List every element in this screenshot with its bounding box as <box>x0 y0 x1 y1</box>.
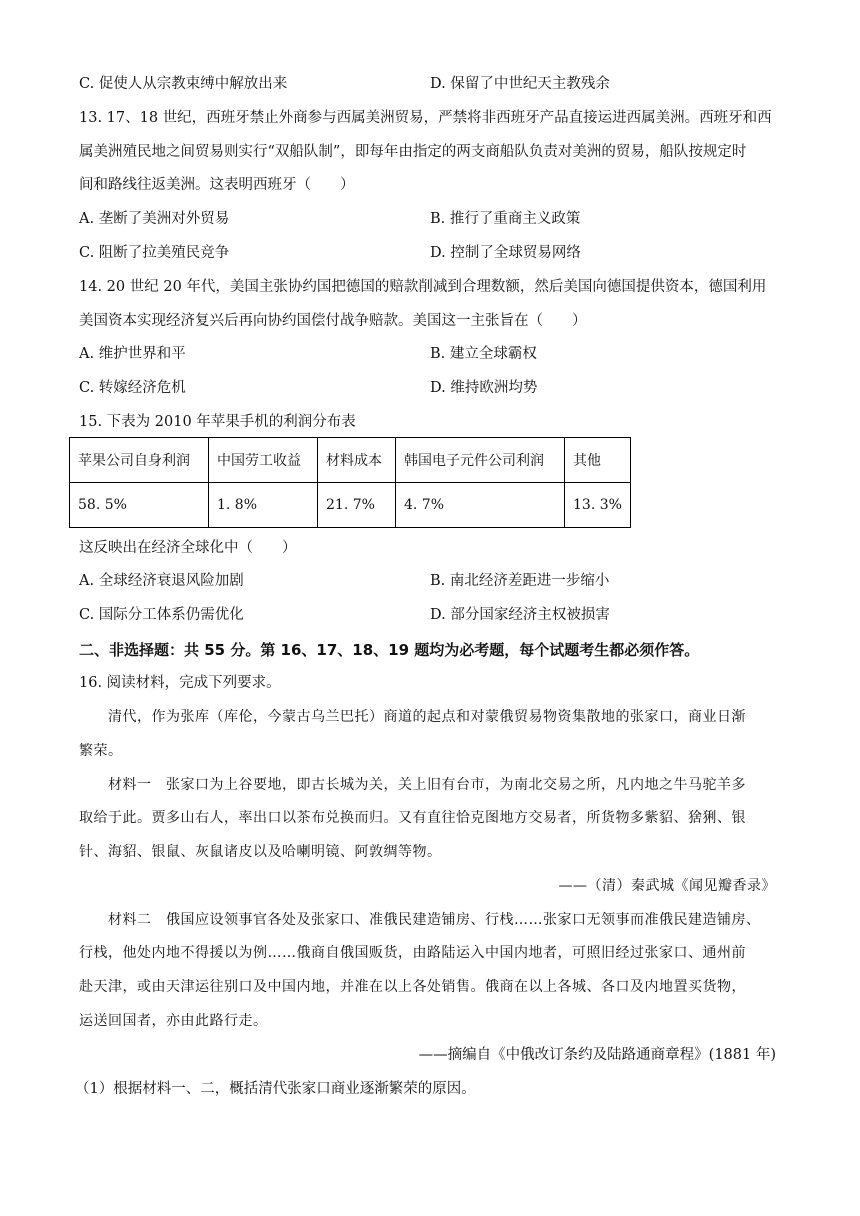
q15-option-a: A. 全球经济衰退风险加剧 <box>79 573 244 589</box>
q14-option-a: A. 维护世界和平 <box>79 346 186 362</box>
table-cell: 4. 7% <box>396 483 565 528</box>
q15-option-d: D. 部分国家经济主权被损害 <box>430 607 610 623</box>
q13-line-3: 间和路线往返美洲。这表明西班牙（ ） <box>79 177 355 193</box>
q14-option-b: B. 建立全球霸权 <box>430 346 537 362</box>
q16-intro-line-2: 繁荣。 <box>79 743 123 759</box>
material-2-line-4: 运送回国者，亦由此路行走。 <box>79 1013 268 1029</box>
table-cell: 13. 3% <box>565 483 631 528</box>
table-cell: 58. 5% <box>70 483 209 528</box>
table-row <box>70 483 631 528</box>
q16-intro-line-1: 清代，作为张库（库伦，今蒙古乌兰巴托）商道的起点和对蒙俄贸易物资集散地的张家口，商业日渐 <box>108 709 746 725</box>
q13-option-d: D. 控制了全球贸易网络 <box>430 245 581 261</box>
q16-subquestion-1: （1）根据材料一、二，概括清代张家口商业逐渐繁荣的原因。 <box>75 1081 476 1097</box>
q14-option-d: D. 维持欧洲均势 <box>430 380 538 396</box>
table-header-cell: 中国劳工收益 <box>209 438 318 483</box>
material-2-line-3: 赴天津，或由天津运往别口及中国内地，并准在以上各处销售。俄商在以上各城、各口及内地置买货物， <box>79 979 746 995</box>
q12-option-d: D. 保留了中世纪天主教残余 <box>430 76 610 92</box>
material-2-line-2: 行栈，他处内地不得援以为例……俄商自俄国贩货，由路陆运入中国内地者，可照旧经过张家口、通州前 <box>79 945 746 961</box>
material-2-line-1: 材料二 俄国应设领事官各处及张家口、准俄民建造铺房、行栈……张家口无领事而准俄民建造铺房、 <box>108 912 761 928</box>
material-1-line-1: 材料一 张家口为上谷要地，即古长城为关，关上旧有台市，为南北交易之所，凡内地之牛马驼羊多 <box>108 777 746 793</box>
q14-line-2: 美国资本实现经济复兴后再向协约国偿付战争赔款。美国这一主张旨在（ ） <box>79 313 587 329</box>
table-header-row <box>70 438 631 483</box>
table-cell: 1. 8% <box>209 483 318 528</box>
table-cell: 21. 7% <box>318 483 396 528</box>
q15-option-b: B. 南北经济差距进一步缩小 <box>430 573 610 589</box>
q13-line-1: 13. 17、18 世纪，西班牙禁止外商参与西属美洲贸易，严禁将非西班牙产品直接运进西属美洲。西班牙和西 <box>79 110 772 126</box>
profit-table <box>69 437 631 528</box>
material-1-source: ——（清）秦武城《闻见瓣香录》 <box>558 878 776 894</box>
material-2-source: ——摘编自《中俄改订条约及陆路通商章程》(1881 年) <box>418 1047 776 1063</box>
material-1-line-3: 针、海貂、银鼠、灰鼠诸皮以及哈喇明镜、阿敦绸等物。 <box>79 844 442 860</box>
q14-line-1: 14. 20 世纪 20 年代，美国主张协约国把德国的赔款削减到合理数额，然后美国向德国提供资本，德国利用 <box>79 279 767 295</box>
section-heading: 二、非选择题：共 55 分。第 16、17、18、19 题均为必考题，每个试题考生都必须作答。 <box>79 641 700 659</box>
material-1-line-2: 取给于此。贾多山右人，率出口以茶布兑换而归。又有直往恰克图地方交易者，所货物多紫貂、猞猁、银 <box>79 810 746 826</box>
q13-line-2: 属美洲殖民地之间贸易则实行“双船队制”，即每年由指定的两支商船队负责对美洲的贸易，船队按规定时 <box>79 144 747 160</box>
q16-title: 16. 阅读材料，完成下列要求。 <box>79 675 281 691</box>
table-header-cell: 韩国电子元件公司利润 <box>396 438 565 483</box>
table-header-cell: 苹果公司自身利润 <box>70 438 209 483</box>
q14-option-c: C. 转嫁经济危机 <box>79 380 186 396</box>
table-header-cell: 其他 <box>565 438 631 483</box>
q13-option-b: B. 推行了重商主义政策 <box>430 211 581 227</box>
q15-option-c: C. 国际分工体系仍需优化 <box>79 607 244 623</box>
table-header-cell: 材料成本 <box>318 438 396 483</box>
q13-option-a: A. 垄断了美洲对外贸易 <box>79 211 230 227</box>
q15-question: 这反映出在经济全球化中（ ） <box>79 540 297 556</box>
q13-option-c: C. 阻断了拉美殖民竞争 <box>79 245 230 261</box>
q15-intro: 15. 下表为 2010 年苹果手机的利润分布表 <box>79 414 356 430</box>
q12-option-c: C. 促使人从宗教束缚中解放出来 <box>79 76 288 92</box>
